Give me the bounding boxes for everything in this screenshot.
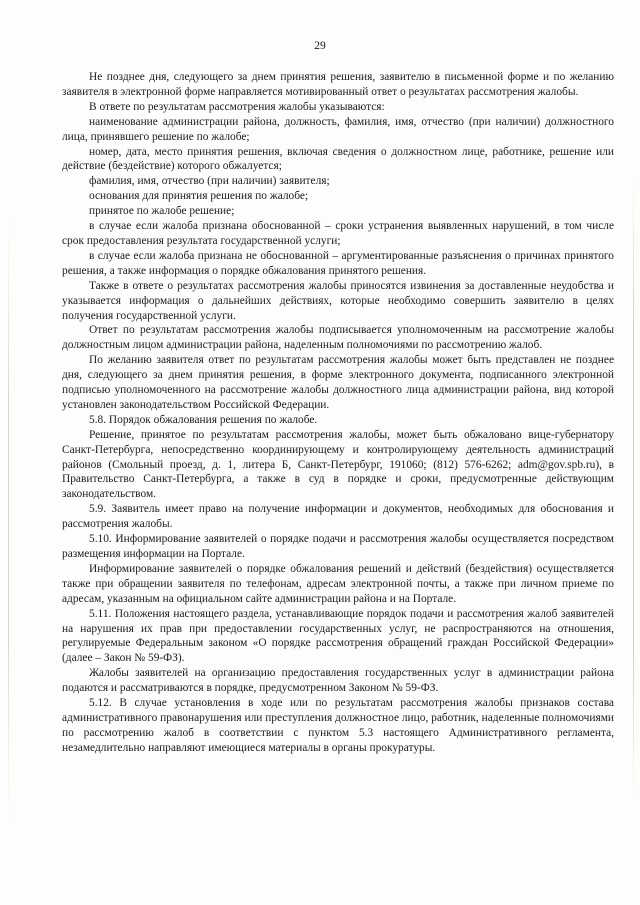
paragraph: наименование администрации района, должность, фамилия, имя, отчество (при наличии) должностного лица, принявшего решение по жалобе; <box>62 115 614 143</box>
paragraph: По желанию заявителя ответ по результатам рассмотрения жалобы может быть представлен не позднее дня, следующего за днем принятия решения, в форме электронного документа, подписанного электронной подписью уполномоченного на рассмотрение жалобы должностного лица администрации района, вид которой установлен законодательством Российской Федерации. <box>62 354 614 411</box>
paragraph: принятое по жалобе решение; <box>89 205 235 218</box>
page-number: 29 <box>314 40 326 52</box>
paragraph: В ответе по результатам рассмотрения жалобы указываются: <box>89 100 385 113</box>
section-5-10: 5.10. Информирование заявителей о порядке подачи и рассмотрения жалобы осуществляется посредством размещения информации на Портале. <box>62 533 614 560</box>
paragraph: Информирование заявителей о порядке обжалования решений и действий (бездействия) осуществляется также при обращении заявителя по телефонам, адресам электронной почты, а также при личном приеме по адресам, указанным на официальном сайте администрации района и на Портале. <box>62 562 614 605</box>
scan-edge-right <box>633 180 634 800</box>
section-5-12: 5.12. В случае установления в ходе или по результатам рассмотрения жалобы признаков состава административного правонарушения или преступления должностное лицо, работник, наделенные полномочиями по рассмотрению жалоб в соответствии с пунктом 5.3 настоящего Административного регламента, незамедлительно направляют имеющиеся материалы в органы прокуратуры. <box>62 697 614 754</box>
section-5-9: 5.9. Заявитель имеет право на получение информации и документов, необходимых для обоснования и рассмотрения жалобы. <box>62 503 614 531</box>
paragraph: фамилия, имя, отчество (при наличии) заявителя; <box>89 175 330 188</box>
document-body <box>62 70 614 756</box>
paragraph: в случае если жалоба признана обоснованной – сроки устранения выявленных нарушений, в том числе срок предоставления результата государственной услуги; <box>62 220 614 247</box>
paragraph: Не позднее дня, следующего за днем принятия решения, заявителю в письменной форме и по желанию заявителя в электронной форме направляется мотивированный ответ о результатах рассмотрения жалобы. <box>62 71 614 98</box>
section-5-11: 5.11. Положения настоящего раздела, устанавливающие порядок подачи и рассмотрения жалоб заявителей на нарушения их прав при предоставлении государственных услуг, не распространяются на отношения, регулируемые Федеральным законом «О порядке рассмотрения обращений граждан Российской Федерации» (далее – Закон № 59-ФЗ). <box>62 607 614 665</box>
section-heading-5-8: 5.8. Порядок обжалования решения по жалобе. <box>89 413 318 426</box>
paragraph: Решение, принятое по результатам рассмотрения жалобы, может быть обжаловано вице-губернатору Санкт-Петербурга, непосредственно координирующему и контролирующему деятельность администраций районов (Смольный проезд, д. 1, литера Б, Санкт-Петербург, 191060; (812) 576-6262; adm@gov.spb.ru), в Правительство Санкт-Петербурга, а также в суд в порядке и сроки, предусмотренные действующим законодательством. <box>62 428 614 501</box>
paragraph: основания для принятия решения по жалобе; <box>89 190 309 203</box>
paragraph: Жалобы заявителей на организацию предоставления государственных услуг в администрации района подаются и рассматриваются в порядке, предусмотренном Законом № 59-ФЗ. <box>62 667 614 695</box>
paragraph: Также в ответе о результатах рассмотрения жалобы приносятся извинения за доставленные неудобства и указывается информация о дальнейших действиях, которые необходимо совершить заявителю в целях получения государственной услуги. <box>62 279 614 322</box>
paragraph: номер, дата, место принятия решения, включая сведения о должностном лице, работнике, решение или действие (бездействие) которого обжалуется; <box>62 145 614 173</box>
paragraph: в случае если жалоба признана не обоснованной – аргументированные разъяснения о причинах принятого решения, а также информация о порядке обжалования принятого решения. <box>62 249 614 277</box>
scan-edge-left <box>8 220 9 820</box>
paragraph: Ответ по результатам рассмотрения жалобы подписывается уполномоченным на рассмотрение жалобы должностным лицом администрации района, наделенным полномочиями по рассмотрению жалоб. <box>62 324 614 352</box>
